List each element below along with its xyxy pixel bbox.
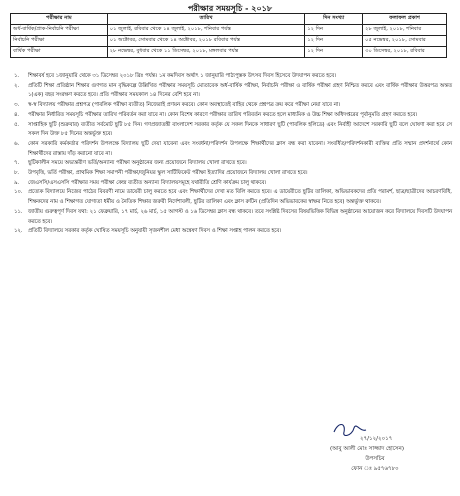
list-item	[6, 101, 452, 111]
note-text: জেএসসি/এসএসসি পরীক্ষার সময় পরীক্ষা কেন্দ্র ব্যতীত অন্যান্য বিদ্যালয়সমূহে যথারীতি শ্রেণি কার্যক্রম চালু থাকবে।	[28, 179, 267, 186]
table-header-row	[11, 14, 447, 25]
note-text: পরীক্ষার নির্ধারিত সময়সূচি পরীক্ষার তারিখ পরিবর্তন করা যাবে না। কোন বিশেষ কারণে পরীক্ষার তারিখ পরিবর্তন করতে হলে মাধ্যমিক ও উচ্চ শিক্ষা অধিদপ্তরের পূর্বানুমতি গ্রহণ করতে হবে।	[28, 111, 418, 118]
note-number: ১০.	[14, 189, 23, 196]
note-number: ৬.	[14, 140, 20, 147]
cell-date: ০১ অক্টোবর, সোমবার থেকে ১৪ অক্টোবর, ২০১৮ রবিবার পর্যন্ত	[107, 36, 305, 47]
cell-date: ০১ জুলাই, রবিবার থেকে ১৪ জুলাই, ২০১৮, শনিবার পর্যন্ত	[107, 25, 305, 36]
cell-exam-name: বার্ষিক পরীক্ষা	[11, 47, 108, 58]
signatory-phone: ফোন ঃ ৯৫৭৬৭৮০	[351, 466, 399, 472]
note-number: ১২.	[14, 228, 23, 235]
cell-result: ০৫ নভেম্বর, ২০১৮, সোমবার	[363, 36, 447, 47]
header-exam-name: পরীক্ষার নাম	[11, 14, 108, 25]
list-item	[6, 121, 452, 140]
list-item	[6, 111, 452, 121]
signature-date: ২৭/১২/২০১৭	[360, 436, 393, 442]
note-number: ৩.	[14, 102, 20, 109]
cell-exam-name: অর্ধ-বার্ষিক/প্রাক-নির্বাচনি পরীক্ষা	[11, 25, 108, 36]
list-item	[6, 72, 452, 82]
note-text: শিক্ষাবর্ষ হবে ১জানুয়ারি থেকে ৩১ ডিসেম্বর ২০১৮ খ্রিঃ পর্যন্ত। ১ম কমদিবস অর্থাৎ ১ জানুয়ারি পাঠ্যপুস্তক উৎসব দিবস হিসেবে উদযাপন করতে হবে।	[28, 73, 337, 79]
note-text: স্ব-স্ব বিদ্যালয় পরীক্ষার প্রশ্নপত্র (পাবলিক পরীক্ষা ব্যতীত) নিজেরাই প্রণয়ন করবে। কোন অবস্থাতেই বাহির থেকে প্রশ্নপত্র ক্রয় করে পরীক্ষা নেয়া যাবে না।	[28, 102, 341, 109]
list-item	[6, 82, 452, 101]
cell-days: ১২ দিন	[305, 47, 363, 58]
note-number: ৮.	[14, 170, 20, 177]
list-item	[6, 159, 452, 169]
note-text: প্রতিটি বিদ্যালয়ে সরকার কর্তৃক ঘোষিত সময়সূচি অনুযায়ী সৃজনশীল মেধা অন্বেষণ দিবস ও শিক্ষা সপ্তাহ পালন করতে হবে।	[28, 228, 282, 235]
list-item	[6, 188, 452, 207]
page-title: পরীক্ষার সময়সূচি - ২০১৮	[187, 4, 273, 13]
table-row	[11, 25, 447, 36]
table-row	[11, 36, 447, 47]
signatory-designation: উপসচিব	[365, 456, 385, 462]
note-text: উপবৃত্তি, ভর্তি পরীক্ষা, প্রাথমিক শিক্ষা সমাপনী পরীক্ষা/জুনিয়র স্কুল সার্টিফিকেট পরীক্ষা ইত্যাদির প্রয়োজনে বিদ্যালয় খোলা রাখতে হবে।	[28, 170, 308, 177]
note-number: ৪.	[14, 111, 20, 118]
note-number: ৫.	[14, 121, 20, 128]
header-days: দিন সংখ্যা	[305, 14, 363, 25]
note-text: কোন সরকারি কর্মকর্তার পরিদর্শন উপলক্ষে বিদ্যালয় ছুটি দেয়া যাবেনা এবং সংবর্ধনা/পরিদর্শন উপলক্ষে শিক্ষার্থীদের ক্লাস বন্ধ করা যাবেনা। সংবর্ধিত/পরিদর্শনকারী ব্যক্তির প্রতি সম্মান প্রদর্শনার্থে কোন শিক্ষার্থীদের রাস্তায় দাঁড় করানো যাবে না।	[28, 140, 452, 157]
header-result: ফলাফল প্রকাশ	[363, 14, 447, 25]
cell-days: ১২ দিন	[305, 25, 363, 36]
cell-days: ১২ দিন	[305, 36, 363, 47]
note-text: প্রত্যেক বিদ্যালয়ে নিজের পাঠের বিবরণী নামে ডায়েরী চালু করতে হবে এবং শিক্ষার্থীদের দেখা মত বিলি করতে হবে। এ ডায়েরীতে ছুটির তালিকা, অভিভাবকদের প্রতি পরামর্শ, ছাত্র/ছাত্রীদের আচরণবিধি, শিক্ষকদের নাম ও শিক্ষাগত যোগ্যতা ধর্মীয় ও নৈতিক শিক্ষার জরুরী নির্দেশাবলী, ছুটির তালিকা এবং ক্লাস রুটিন (প্রতিদিন অভিভাবকের স্বাক্ষর নিতে হবে) অন্তর্ভুক্ত থাকবে।	[28, 189, 452, 206]
cell-result: ৩০ ডিসেম্বর, ২০১৮, রবিবার	[363, 47, 447, 58]
note-text: প্রতিটি শিক্ষা প্রতিষ্ঠান শিক্ষার গুণগত মান বৃদ্ধিকল্পে উল্লিখিত পরীক্ষার সময়সূচি মোতাবেক অর্ধ-বার্ষিক পরীক্ষা, নির্বাচনি পরীক্ষা ও বার্ষিক পরীক্ষা গ্রহণ নিশ্চিত করবে এবং বার্ষিক পরীক্ষার উত্তরপত্র অন্তত ১(এক) বছর সংরক্ষণ করতে হবে। প্রতি পরীক্ষার সময়কাল ১৪ দিনের বেশি হবে না।	[28, 82, 452, 99]
table-row	[11, 47, 447, 58]
note-number: ১১.	[14, 208, 23, 215]
note-text: সাপ্তাহিক ছুটি (শুক্রবার) ব্যতীত সর্বমোট ছুটি ৮৫ দিন। গণপ্রজাতন্ত্রী বাংলাদেশ সরকার কর্তৃক যে সকল দিনকে সাধারণ ছুটি (পাবলিক হলিডে) এবং নির্বাহী আদেশে সরকারি ছুটি বলে ঘোষণা করা হবে সে সকল দিন উক্ত ৮৫ দিনের অন্তর্ভুক্ত হবে।	[28, 121, 452, 138]
note-number: ২.	[14, 82, 20, 89]
note-text: ছুটিকালীন সময়ে অভ্যন্তরীণ ভর্তি/অন্যান্য পরীক্ষা অনুষ্ঠানের জন্য প্রয়োজনে বিদ্যালয় খোলা রাখতে হবে।	[28, 160, 247, 167]
note-number: ৯.	[14, 179, 20, 186]
cell-date: ২৮ নভেম্বর, বুধবার থেকে ১১ ডিসেম্বর, ২০১৮, মঙ্গলবার পর্যন্ত	[107, 47, 305, 58]
signatory-name: (আবু আলী মোঃ সাজ্জাদ হোসেন)	[330, 446, 404, 452]
signature-block	[330, 418, 420, 474]
header-date: তারিখ	[107, 14, 305, 25]
notes-list	[6, 72, 452, 237]
list-item	[6, 179, 452, 189]
list-item	[6, 140, 452, 159]
list-item	[6, 208, 452, 227]
list-item	[6, 227, 452, 237]
cell-exam-name: নির্বাচনি পরীক্ষা	[11, 36, 108, 47]
cell-result: ২৮ জুলাই, ২০১৮, শনিবার	[363, 25, 447, 36]
note-text: জাতীয় গুরুত্বপূর্ণ দিবস যথা: ২১ ফেব্রুয়ারি, ১৭ মার্চ, ২৬ মার্চ, ১৫ আগস্ট ও ১৬ ডিসেম্বর ক্লাস বন্ধ থাকবে। তবে সংশ্লিষ্ট দিবসের বিষয়ভিত্তিক বিভিন্ন অনুষ্ঠানের আয়োজন করে বিদ্যালয়ে দিবসটি উদযাপন করতে হবে।	[28, 208, 452, 225]
schedule-table	[10, 13, 447, 58]
note-number: ৭.	[14, 160, 20, 167]
note-number: ১.	[14, 73, 20, 79]
list-item	[6, 169, 452, 179]
